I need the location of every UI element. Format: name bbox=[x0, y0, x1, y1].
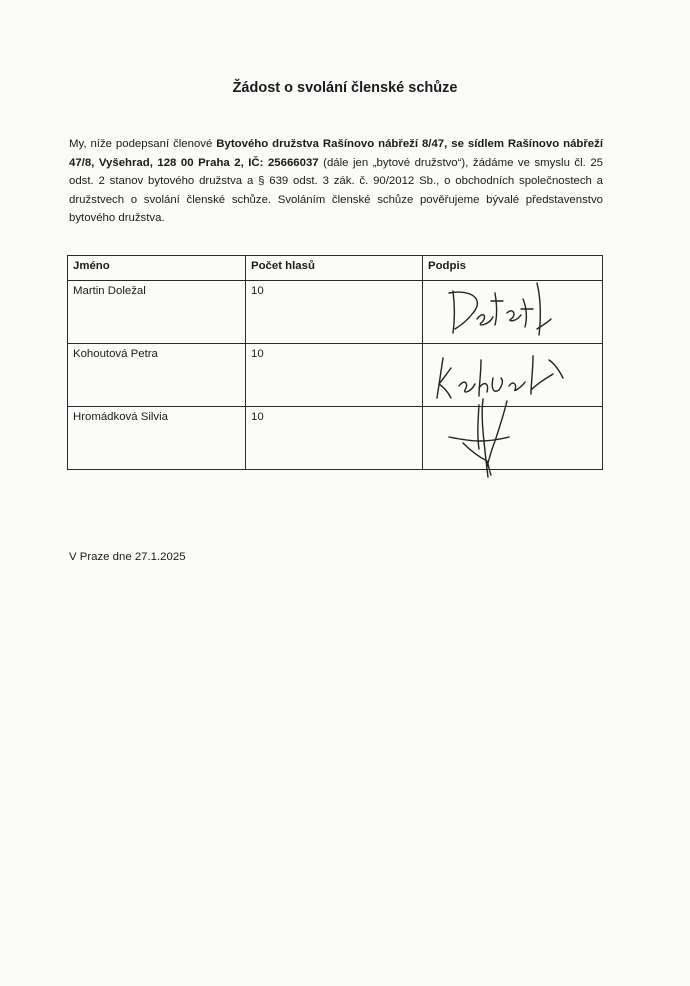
member-name: Kohoutová Petra bbox=[68, 344, 246, 407]
header-votes: Počet hlasů bbox=[246, 256, 423, 281]
table-header-row bbox=[68, 256, 603, 281]
header-signature: Podpis bbox=[423, 256, 603, 281]
signature-dolezal bbox=[441, 279, 561, 341]
table-row bbox=[68, 344, 603, 407]
document-title: Žádost o svolání členské schůze bbox=[232, 80, 458, 96]
signature-kohoutova bbox=[429, 348, 579, 404]
table-row bbox=[68, 407, 603, 470]
intro-text-start: My, níže podepsaní členové bbox=[69, 138, 217, 150]
member-votes: 10 bbox=[246, 344, 423, 407]
signature-cell bbox=[423, 281, 603, 344]
member-votes: 10 bbox=[246, 281, 423, 344]
signature-hromadkova bbox=[443, 395, 533, 479]
intro-text-end: (dále jen „bytové družstvo“), žádáme ve smyslu čl. 25 odst. 2 stanov bytového družstva a § 639 odst. 3 zák. č. 90/2012 Sb., o obchodních společnostech a družstvech o svolání členské schůze. Svoláním členské schůze pověřujeme bývalé představenstvo bytového družstva. bbox=[69, 156, 604, 224]
member-name: Martin Doležal bbox=[68, 281, 246, 344]
intro-cooperative-identification: Bytového družstva Rašínovo nábřeží 8/47, se sídlem Rašínovo nábřeží 47/8, Vyšehrad, 128 00 Praha 2, IČ: 25666037 bbox=[69, 138, 603, 169]
member-votes: 10 bbox=[246, 407, 423, 470]
signature-cell bbox=[423, 407, 603, 470]
signature-cell bbox=[423, 344, 603, 407]
member-name: Hromádková Silvia bbox=[68, 407, 246, 470]
date-line: V Praze dne 27.1.2025 bbox=[69, 551, 186, 563]
table-row bbox=[68, 281, 603, 344]
header-name: Jméno bbox=[68, 256, 246, 281]
members-table bbox=[67, 255, 603, 470]
intro-paragraph bbox=[69, 135, 603, 228]
